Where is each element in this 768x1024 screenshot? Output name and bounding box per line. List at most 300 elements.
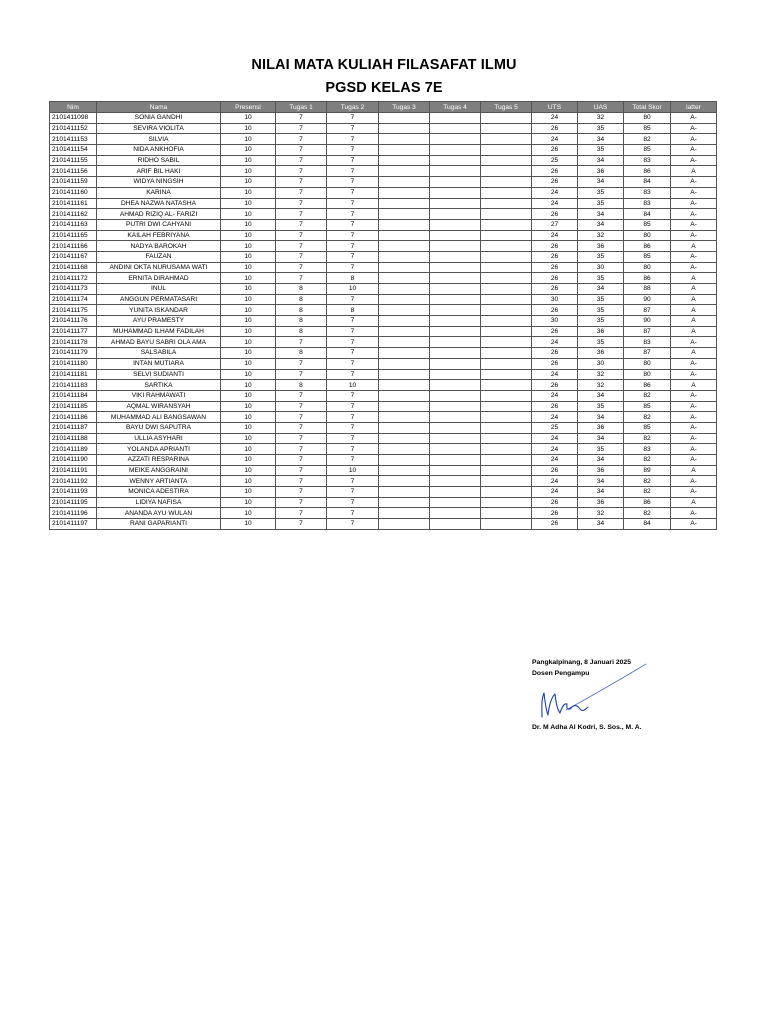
table-cell [430, 358, 481, 369]
table-cell: 2101411173 [50, 284, 97, 295]
table-cell: 2101411166 [50, 241, 97, 252]
table-cell: 26 [532, 177, 578, 188]
table-cell [379, 219, 430, 230]
table-row [50, 508, 717, 519]
table-cell: 10 [221, 177, 276, 188]
table-cell [379, 241, 430, 252]
table-row [50, 348, 717, 359]
table-row [50, 219, 717, 230]
table-cell: 82 [624, 134, 671, 145]
table-cell [481, 465, 532, 476]
table-cell: 7 [276, 369, 327, 380]
table-cell: 2101411172 [50, 273, 97, 284]
table-cell: 84 [624, 209, 671, 220]
table-cell [430, 422, 481, 433]
table-cell: BAYU DWI SAPUTRA [97, 422, 221, 433]
table-cell: YUNITA ISKANDAR [97, 305, 221, 316]
table-cell: A- [671, 508, 717, 519]
table-cell [430, 219, 481, 230]
table-cell [379, 422, 430, 433]
table-cell: 7 [327, 412, 379, 423]
table-cell [430, 412, 481, 423]
table-cell: 7 [276, 187, 327, 198]
table-cell: 24 [532, 187, 578, 198]
table-cell: ULLIA ASYHARI [97, 433, 221, 444]
table-cell [430, 497, 481, 508]
table-cell [379, 326, 430, 337]
table-cell [430, 273, 481, 284]
table-cell: LIDIYA NAFISA [97, 497, 221, 508]
table-cell [379, 369, 430, 380]
table-cell: 36 [578, 241, 624, 252]
table-cell: 7 [327, 358, 379, 369]
table-cell: 86 [624, 497, 671, 508]
table-cell: 90 [624, 294, 671, 305]
table-cell: 35 [578, 305, 624, 316]
table-cell [481, 519, 532, 530]
table-cell: 24 [532, 198, 578, 209]
table-cell [379, 187, 430, 198]
table-cell: 26 [532, 519, 578, 530]
page-title: NILAI MATA KULIAH FILASAFAT ILMU [251, 57, 517, 73]
table-cell: 24 [532, 455, 578, 466]
table-cell: 10 [221, 369, 276, 380]
table-cell: 80 [624, 113, 671, 124]
table-cell: 32 [578, 380, 624, 391]
table-cell: 35 [578, 145, 624, 156]
table-cell: 10 [221, 305, 276, 316]
table-cell: 34 [578, 177, 624, 188]
table-cell [379, 497, 430, 508]
table-cell [379, 412, 430, 423]
table-cell [430, 284, 481, 295]
table-cell [430, 369, 481, 380]
table-row [50, 273, 717, 284]
table-cell [481, 177, 532, 188]
table-cell: 10 [221, 198, 276, 209]
table-cell: 10 [327, 284, 379, 295]
table-cell [430, 187, 481, 198]
table-cell: 2101411183 [50, 380, 97, 391]
table-row [50, 145, 717, 156]
table-cell: 90 [624, 316, 671, 327]
table-cell: 84 [624, 519, 671, 530]
table-cell: 25 [532, 422, 578, 433]
table-cell: 30 [578, 358, 624, 369]
table-cell: 32 [578, 369, 624, 380]
table-cell: 87 [624, 348, 671, 359]
table-row [50, 209, 717, 220]
table-cell: 86 [624, 273, 671, 284]
table-cell [430, 166, 481, 177]
table-cell: A- [671, 433, 717, 444]
table-cell [379, 284, 430, 295]
table-cell: A- [671, 113, 717, 124]
table-cell [481, 198, 532, 209]
table-cell: 35 [578, 337, 624, 348]
table-cell: 35 [578, 251, 624, 262]
table-cell: 10 [221, 230, 276, 241]
table-cell [379, 508, 430, 519]
table-cell: 80 [624, 369, 671, 380]
table-cell: ANGGUN PERMATASARI [97, 294, 221, 305]
table-cell: 7 [327, 422, 379, 433]
table-cell: 82 [624, 487, 671, 498]
table-cell: A- [671, 337, 717, 348]
table-cell [430, 348, 481, 359]
table-cell: 24 [532, 476, 578, 487]
table-cell [481, 444, 532, 455]
table-cell: A- [671, 230, 717, 241]
table-cell: 24 [532, 113, 578, 124]
table-cell: 2101411185 [50, 401, 97, 412]
table-cell: 2101411168 [50, 262, 97, 273]
table-cell: A [671, 166, 717, 177]
table-cell: YOLANDA APRIANTI [97, 444, 221, 455]
table-row [50, 177, 717, 188]
table-cell: 34 [578, 209, 624, 220]
table-cell: 10 [221, 294, 276, 305]
table-cell: 2101411160 [50, 187, 97, 198]
table-cell [430, 337, 481, 348]
table-cell [379, 273, 430, 284]
table-cell: 2101411159 [50, 177, 97, 188]
table-cell [481, 497, 532, 508]
table-cell: 2101411197 [50, 519, 97, 530]
table-cell: 7 [276, 241, 327, 252]
table-cell [430, 123, 481, 134]
table-cell: 2101411181 [50, 369, 97, 380]
table-cell: 7 [327, 166, 379, 177]
table-cell: 2101411174 [50, 294, 97, 305]
table-cell: 82 [624, 455, 671, 466]
table-cell: 26 [532, 508, 578, 519]
page-subtitle: PGSD KELAS 7E [325, 80, 443, 96]
table-cell: 26 [532, 305, 578, 316]
table-cell: 7 [327, 326, 379, 337]
table-cell: MONICA ADESTIRA [97, 487, 221, 498]
table-cell: A- [671, 487, 717, 498]
table-cell: 2101411184 [50, 390, 97, 401]
table-cell: 80 [624, 262, 671, 273]
table-cell: 85 [624, 401, 671, 412]
table-cell: 7 [276, 113, 327, 124]
table-cell: 7 [276, 145, 327, 156]
table-cell: 26 [532, 380, 578, 391]
table-cell: 24 [532, 230, 578, 241]
table-row [50, 369, 717, 380]
table-cell: A [671, 326, 717, 337]
table-cell: 7 [276, 337, 327, 348]
table-cell: 10 [221, 348, 276, 359]
table-cell: 7 [327, 198, 379, 209]
table-cell: 2101411098 [50, 113, 97, 124]
table-cell: SEVIRA VIOLITA [97, 123, 221, 134]
table-cell [481, 187, 532, 198]
table-row [50, 166, 717, 177]
table-cell: SILVIA [97, 134, 221, 145]
table-cell: 34 [578, 412, 624, 423]
table-cell: A- [671, 476, 717, 487]
table-cell: 83 [624, 337, 671, 348]
table-cell: 7 [276, 219, 327, 230]
table-cell: 2101411163 [50, 219, 97, 230]
table-cell: 7 [327, 497, 379, 508]
table-cell [430, 401, 481, 412]
table-cell: KAILAH FEBRIYANA [97, 230, 221, 241]
table-cell: 7 [327, 262, 379, 273]
table-cell: 8 [276, 380, 327, 391]
table-cell: 8 [327, 305, 379, 316]
table-cell: 7 [276, 209, 327, 220]
table-cell: A- [671, 358, 717, 369]
table-cell [481, 369, 532, 380]
table-cell: 24 [532, 337, 578, 348]
table-cell [379, 476, 430, 487]
table-cell: 36 [578, 348, 624, 359]
table-body [50, 113, 717, 530]
table-cell: A [671, 305, 717, 316]
table-cell [481, 134, 532, 145]
table-cell: 7 [327, 251, 379, 262]
table-cell: 10 [221, 476, 276, 487]
table-cell [481, 422, 532, 433]
table-cell: 7 [327, 187, 379, 198]
table-cell: 85 [624, 422, 671, 433]
table-cell: 83 [624, 155, 671, 166]
table-cell: 83 [624, 198, 671, 209]
column-header: Tugas 5 [481, 102, 532, 113]
table-row [50, 433, 717, 444]
table-cell: ERNITA DIRAHMAD [97, 273, 221, 284]
table-cell: 82 [624, 390, 671, 401]
table-cell [379, 337, 430, 348]
table-cell: MUHAMMAD ALI BANGSAWAN [97, 412, 221, 423]
table-cell [430, 326, 481, 337]
table-cell: AZZATI RESPARINA [97, 455, 221, 466]
table-row [50, 155, 717, 166]
table-cell: 10 [221, 219, 276, 230]
table-cell: 10 [221, 187, 276, 198]
table-cell: 7 [276, 508, 327, 519]
table-cell: 7 [327, 230, 379, 241]
table-cell [430, 177, 481, 188]
table-cell [379, 487, 430, 498]
table-cell: 2101411196 [50, 508, 97, 519]
table-cell: 10 [221, 444, 276, 455]
table-cell: 30 [578, 262, 624, 273]
table-cell: ANANDA AYU WULAN [97, 508, 221, 519]
table-cell: INUL [97, 284, 221, 295]
table-cell: A [671, 465, 717, 476]
table-cell [481, 166, 532, 177]
table-cell: MEIKE ANGGRAINI [97, 465, 221, 476]
table-cell: 24 [532, 134, 578, 145]
table-cell: 7 [327, 209, 379, 220]
table-cell: 10 [221, 390, 276, 401]
table-cell [379, 444, 430, 455]
table-cell [379, 166, 430, 177]
table-cell [430, 230, 481, 241]
table-cell: 7 [327, 113, 379, 124]
table-cell: 2101411177 [50, 326, 97, 337]
table-row [50, 326, 717, 337]
table-cell: A- [671, 401, 717, 412]
table-cell: A- [671, 155, 717, 166]
table-cell: 10 [221, 123, 276, 134]
table-cell: 10 [221, 497, 276, 508]
table-cell: 10 [221, 422, 276, 433]
table-cell: 87 [624, 305, 671, 316]
table-cell: 7 [327, 294, 379, 305]
table-row [50, 305, 717, 316]
table-cell: A- [671, 251, 717, 262]
table-cell: 10 [221, 433, 276, 444]
table-cell: A [671, 284, 717, 295]
table-cell: 7 [276, 177, 327, 188]
table-cell: 82 [624, 412, 671, 423]
table-cell: 7 [276, 401, 327, 412]
table-cell: 7 [276, 422, 327, 433]
table-cell: 86 [624, 380, 671, 391]
table-cell: 84 [624, 177, 671, 188]
table-cell [379, 262, 430, 273]
table-cell: 7 [276, 519, 327, 530]
table-cell [481, 326, 532, 337]
table-cell: 30 [532, 316, 578, 327]
table-cell: 7 [276, 358, 327, 369]
table-cell: SELVI SUDIANTI [97, 369, 221, 380]
table-cell: 2101411188 [50, 433, 97, 444]
column-header: Total Skor [624, 102, 671, 113]
table-cell [481, 305, 532, 316]
table-cell [430, 487, 481, 498]
table-cell [379, 380, 430, 391]
table-cell: 7 [276, 198, 327, 209]
table-cell: 7 [276, 465, 327, 476]
table-cell [379, 177, 430, 188]
table-cell [379, 519, 430, 530]
table-cell: 7 [276, 166, 327, 177]
table-cell: 2101411155 [50, 155, 97, 166]
table-cell [430, 465, 481, 476]
table-cell: 2101411162 [50, 209, 97, 220]
table-cell: 7 [276, 433, 327, 444]
table-cell: 36 [578, 465, 624, 476]
table-cell: 27 [532, 219, 578, 230]
table-row [50, 113, 717, 124]
table-cell [430, 262, 481, 273]
table-cell: 34 [578, 219, 624, 230]
table-cell: 2101411165 [50, 230, 97, 241]
column-header: Tugas 1 [276, 102, 327, 113]
table-cell: RANI GAPARIANTI [97, 519, 221, 530]
table-cell: A [671, 348, 717, 359]
table-cell: 10 [221, 508, 276, 519]
table-cell [379, 113, 430, 124]
table-cell [481, 145, 532, 156]
table-cell: A- [671, 209, 717, 220]
table-cell: A- [671, 145, 717, 156]
table-cell: 35 [578, 294, 624, 305]
table-cell: ANDINI OKTA NURUSAMA WATI [97, 262, 221, 273]
table-cell: A- [671, 262, 717, 273]
table-header-row [50, 102, 717, 113]
table-cell: 10 [221, 487, 276, 498]
table-cell [379, 390, 430, 401]
table-cell: NIDA ANKHOFIA [97, 145, 221, 156]
table-cell: AQMAL WIRANSYAH [97, 401, 221, 412]
table-cell: 34 [578, 155, 624, 166]
table-cell: 7 [327, 390, 379, 401]
table-cell: 88 [624, 284, 671, 295]
table-cell: 26 [532, 241, 578, 252]
table-row [50, 519, 717, 530]
table-cell: 34 [578, 433, 624, 444]
table-cell: 7 [327, 401, 379, 412]
table-cell: 8 [276, 284, 327, 295]
table-cell: 2101411179 [50, 348, 97, 359]
table-cell: 24 [532, 390, 578, 401]
table-cell: 35 [578, 187, 624, 198]
table-row [50, 444, 717, 455]
table-cell [379, 198, 430, 209]
table-cell: WIDYA NINGSIH [97, 177, 221, 188]
table-cell: 80 [624, 358, 671, 369]
table-cell: 82 [624, 476, 671, 487]
table-cell: 2101411190 [50, 455, 97, 466]
table-cell [481, 508, 532, 519]
table-cell [379, 316, 430, 327]
table-row [50, 465, 717, 476]
table-cell: A- [671, 390, 717, 401]
table-cell [430, 444, 481, 455]
table-cell: 7 [327, 219, 379, 230]
table-cell: 36 [578, 166, 624, 177]
table-cell: 7 [276, 273, 327, 284]
table-cell: 7 [327, 177, 379, 188]
table-cell: 26 [532, 284, 578, 295]
table-cell [481, 358, 532, 369]
table-cell [430, 155, 481, 166]
table-cell [379, 251, 430, 262]
table-cell: 30 [532, 294, 578, 305]
table-row [50, 358, 717, 369]
table-cell [430, 251, 481, 262]
table-cell: 10 [221, 166, 276, 177]
table-cell: VIKI RAHMAWATI [97, 390, 221, 401]
table-cell: 24 [532, 444, 578, 455]
table-cell: 85 [624, 145, 671, 156]
signatory-name: Dr. M Adha Al Kodri, S. Sos., M. A. [532, 724, 642, 731]
table-cell: 26 [532, 326, 578, 337]
table-cell: 10 [221, 316, 276, 327]
table-cell: 7 [327, 433, 379, 444]
table-cell [379, 155, 430, 166]
table-cell: 7 [327, 348, 379, 359]
table-row [50, 316, 717, 327]
table-cell: 2101411189 [50, 444, 97, 455]
table-cell [481, 262, 532, 273]
table-cell: A [671, 380, 717, 391]
table-row [50, 230, 717, 241]
table-cell: RIDHO SABIL [97, 155, 221, 166]
table-cell [481, 273, 532, 284]
table-cell [430, 305, 481, 316]
table-row [50, 198, 717, 209]
table-cell [430, 508, 481, 519]
table-cell [430, 209, 481, 220]
